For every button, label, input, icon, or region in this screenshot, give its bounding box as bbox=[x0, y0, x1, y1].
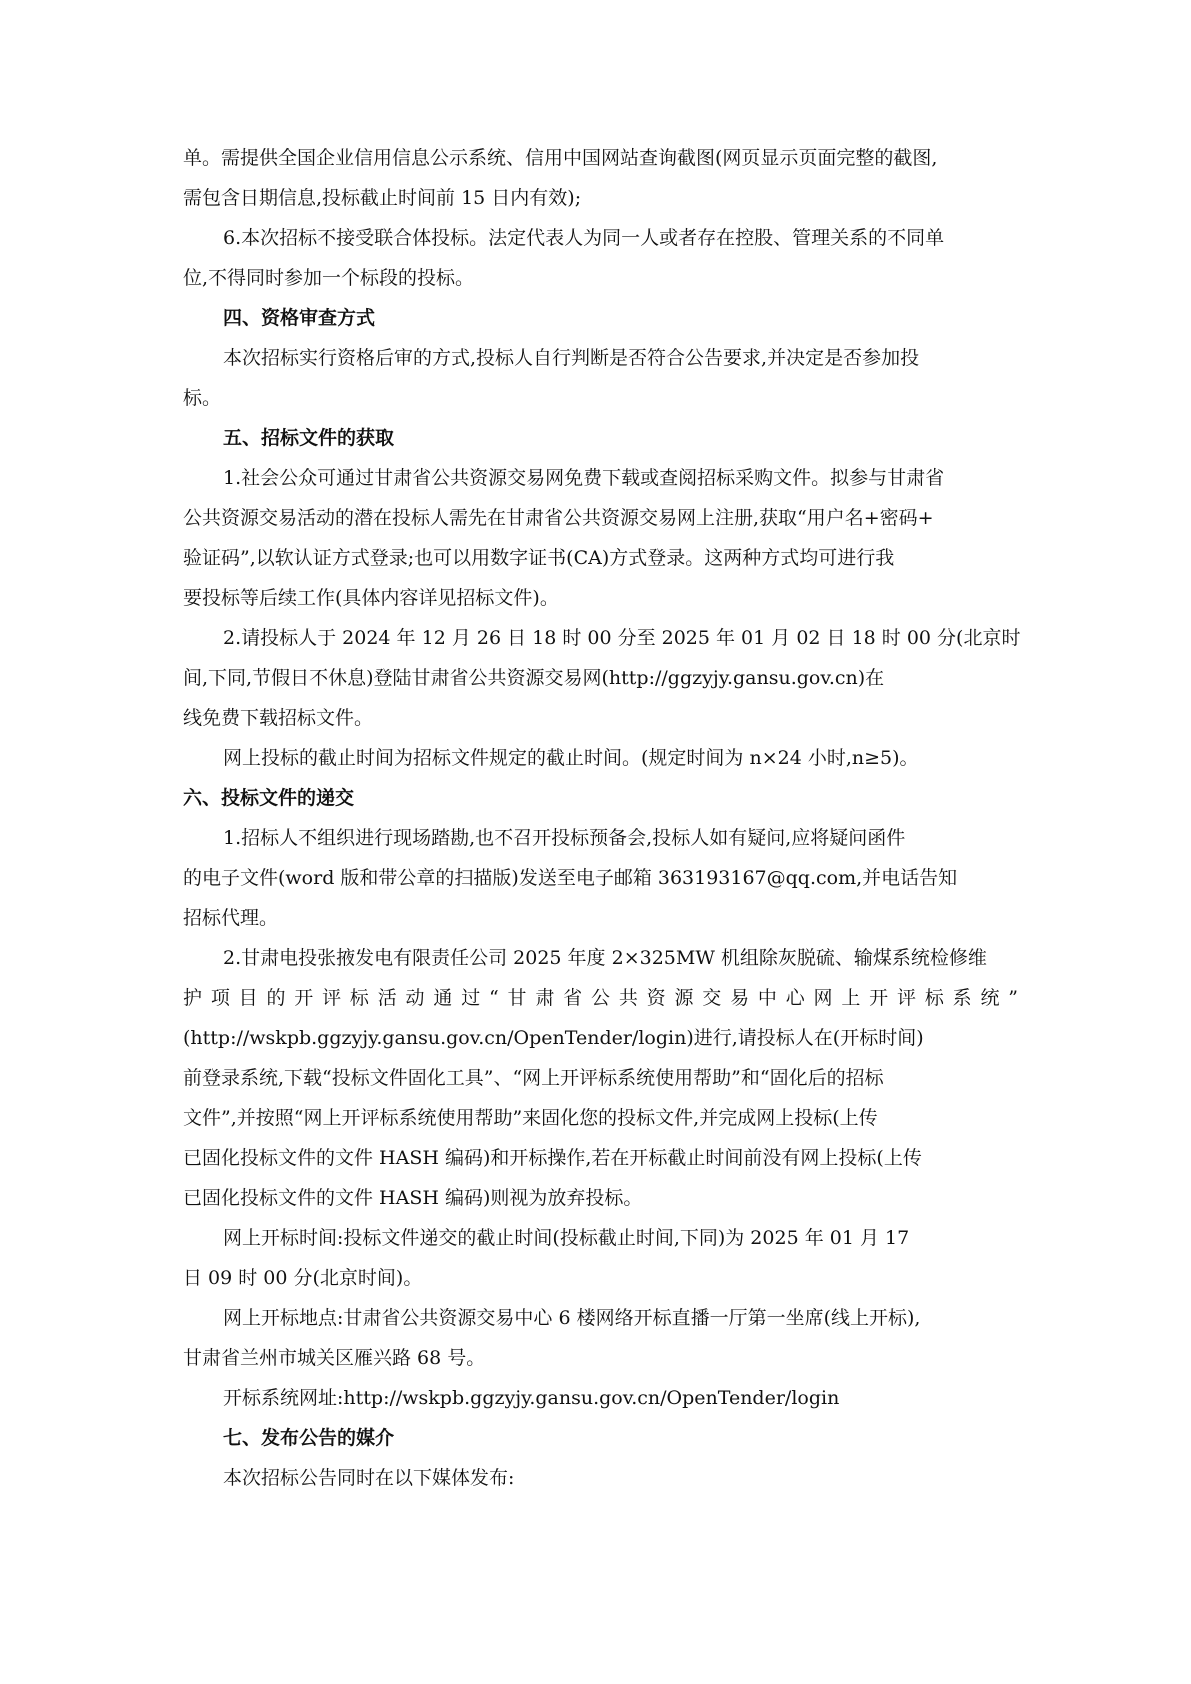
paragraph-line: 的电子文件(word 版和带公章的扫描版)发送至电子邮箱 363193167@qq.com,并电话告知 bbox=[183, 867, 958, 889]
paragraph-line: 公共资源交易活动的潜在投标人需先在甘肃省公共资源交易网上注册,获取“用户名+密码+ bbox=[183, 507, 934, 529]
paragraph-line: 网上投标的截止时间为招标文件规定的截止时间。(规定时间为 n×24 小时,n≥5)。 bbox=[223, 747, 919, 769]
paragraph-line: 1.社会公众可通过甘肃省公共资源交易网免费下载或查阅招标采购文件。拟参与甘肃省 bbox=[223, 467, 945, 489]
paragraph-line: 文件”,并按照“网上开评标系统使用帮助”来固化您的投标文件,并完成网上投标(上传 bbox=[183, 1107, 878, 1129]
document-body bbox=[183, 138, 1021, 1498]
paragraph-line: 单。需提供全国企业信用信息公示系统、信用中国网站查询截图(网页显示页面完整的截图, bbox=[183, 147, 938, 169]
section-heading-qualification-review: 四、资格审查方式 bbox=[223, 307, 376, 329]
paragraph-line: 开标系统网址:http://wskpb.ggzyjy.gansu.gov.cn/OpenTender/login bbox=[223, 1387, 840, 1409]
paragraph-line: 标。 bbox=[183, 387, 222, 409]
paragraph-line: 1.招标人不组织进行现场踏勘,也不召开投标预备会,投标人如有疑问,应将疑问函件 bbox=[223, 827, 906, 849]
paragraph-line: 日 09 时 00 分(北京时间)。 bbox=[183, 1267, 423, 1289]
paragraph-line: 已固化投标文件的文件 HASH 编码)则视为放弃投标。 bbox=[183, 1187, 643, 1209]
paragraph-line: 甘肃省兰州市城关区雁兴路 68 号。 bbox=[183, 1347, 486, 1369]
paragraph-line: 已固化投标文件的文件 HASH 编码)和开标操作,若在开标截止时间前没有网上投标(上传 bbox=[183, 1147, 922, 1169]
paragraph-line: 间,下同,节假日不休息)登陆甘肃省公共资源交易网(http://ggzyjy.gansu.gov.cn)在 bbox=[183, 667, 885, 689]
section-heading-publication-media: 七、发布公告的媒介 bbox=[223, 1427, 395, 1449]
paragraph-line: 2.请投标人于 2024 年 12 月 26 日 18 时 00 分至 2025 年 01 月 02 日 18 时 00 分(北京时 bbox=[223, 627, 1021, 649]
paragraph-line: 线免费下载招标文件。 bbox=[183, 707, 374, 729]
paragraph-line: 要投标等后续工作(具体内容详见招标文件)。 bbox=[183, 587, 559, 609]
paragraph-line: 本次招标公告同时在以下媒体发布: bbox=[223, 1467, 515, 1489]
paragraph-line: (http://wskpb.ggzyjy.gansu.gov.cn/OpenTender/login)进行,请投标人在(开标时间) bbox=[183, 1027, 924, 1049]
paragraph-line: 网上开标时间:投标文件递交的截止时间(投标截止时间,下同)为 2025 年 01 月 17 bbox=[223, 1227, 910, 1249]
paragraph-line: 招标代理。 bbox=[183, 907, 279, 929]
paragraph-line: 本次招标实行资格后审的方式,投标人自行判断是否符合公告要求,并决定是否参加投 bbox=[223, 347, 920, 369]
section-heading-bid-submission: 六、投标文件的递交 bbox=[183, 787, 355, 809]
paragraph-line: 6.本次招标不接受联合体投标。法定代表人为同一人或者存在控股、管理关系的不同单 bbox=[223, 227, 945, 249]
paragraph-line: 需包含日期信息,投标截止时间前 15 日内有效); bbox=[183, 187, 582, 209]
paragraph-line: 验证码”,以软认证方式登录;也可以用数字证书(CA)方式登录。这两种方式均可进行我 bbox=[183, 547, 895, 569]
paragraph-line: 位,不得同时参加一个标段的投标。 bbox=[183, 267, 475, 289]
paragraph-line: 护项目的开评标活动通过“甘肃省公共资源交易中心网上开评标系统” bbox=[183, 987, 1018, 1009]
section-heading-obtain-tender-documents: 五、招标文件的获取 bbox=[223, 427, 395, 449]
paragraph-line: 前登录系统,下载“投标文件固化工具”、“网上开评标系统使用帮助”和“固化后的招标 bbox=[183, 1067, 884, 1089]
paragraph-line: 2.甘肃电投张掖发电有限责任公司 2025 年度 2×325MW 机组除灰脱硫、输煤系统检修维 bbox=[223, 947, 987, 969]
paragraph-line: 网上开标地点:甘肃省公共资源交易中心 6 楼网络开标直播一厅第一坐席(线上开标), bbox=[223, 1307, 921, 1329]
